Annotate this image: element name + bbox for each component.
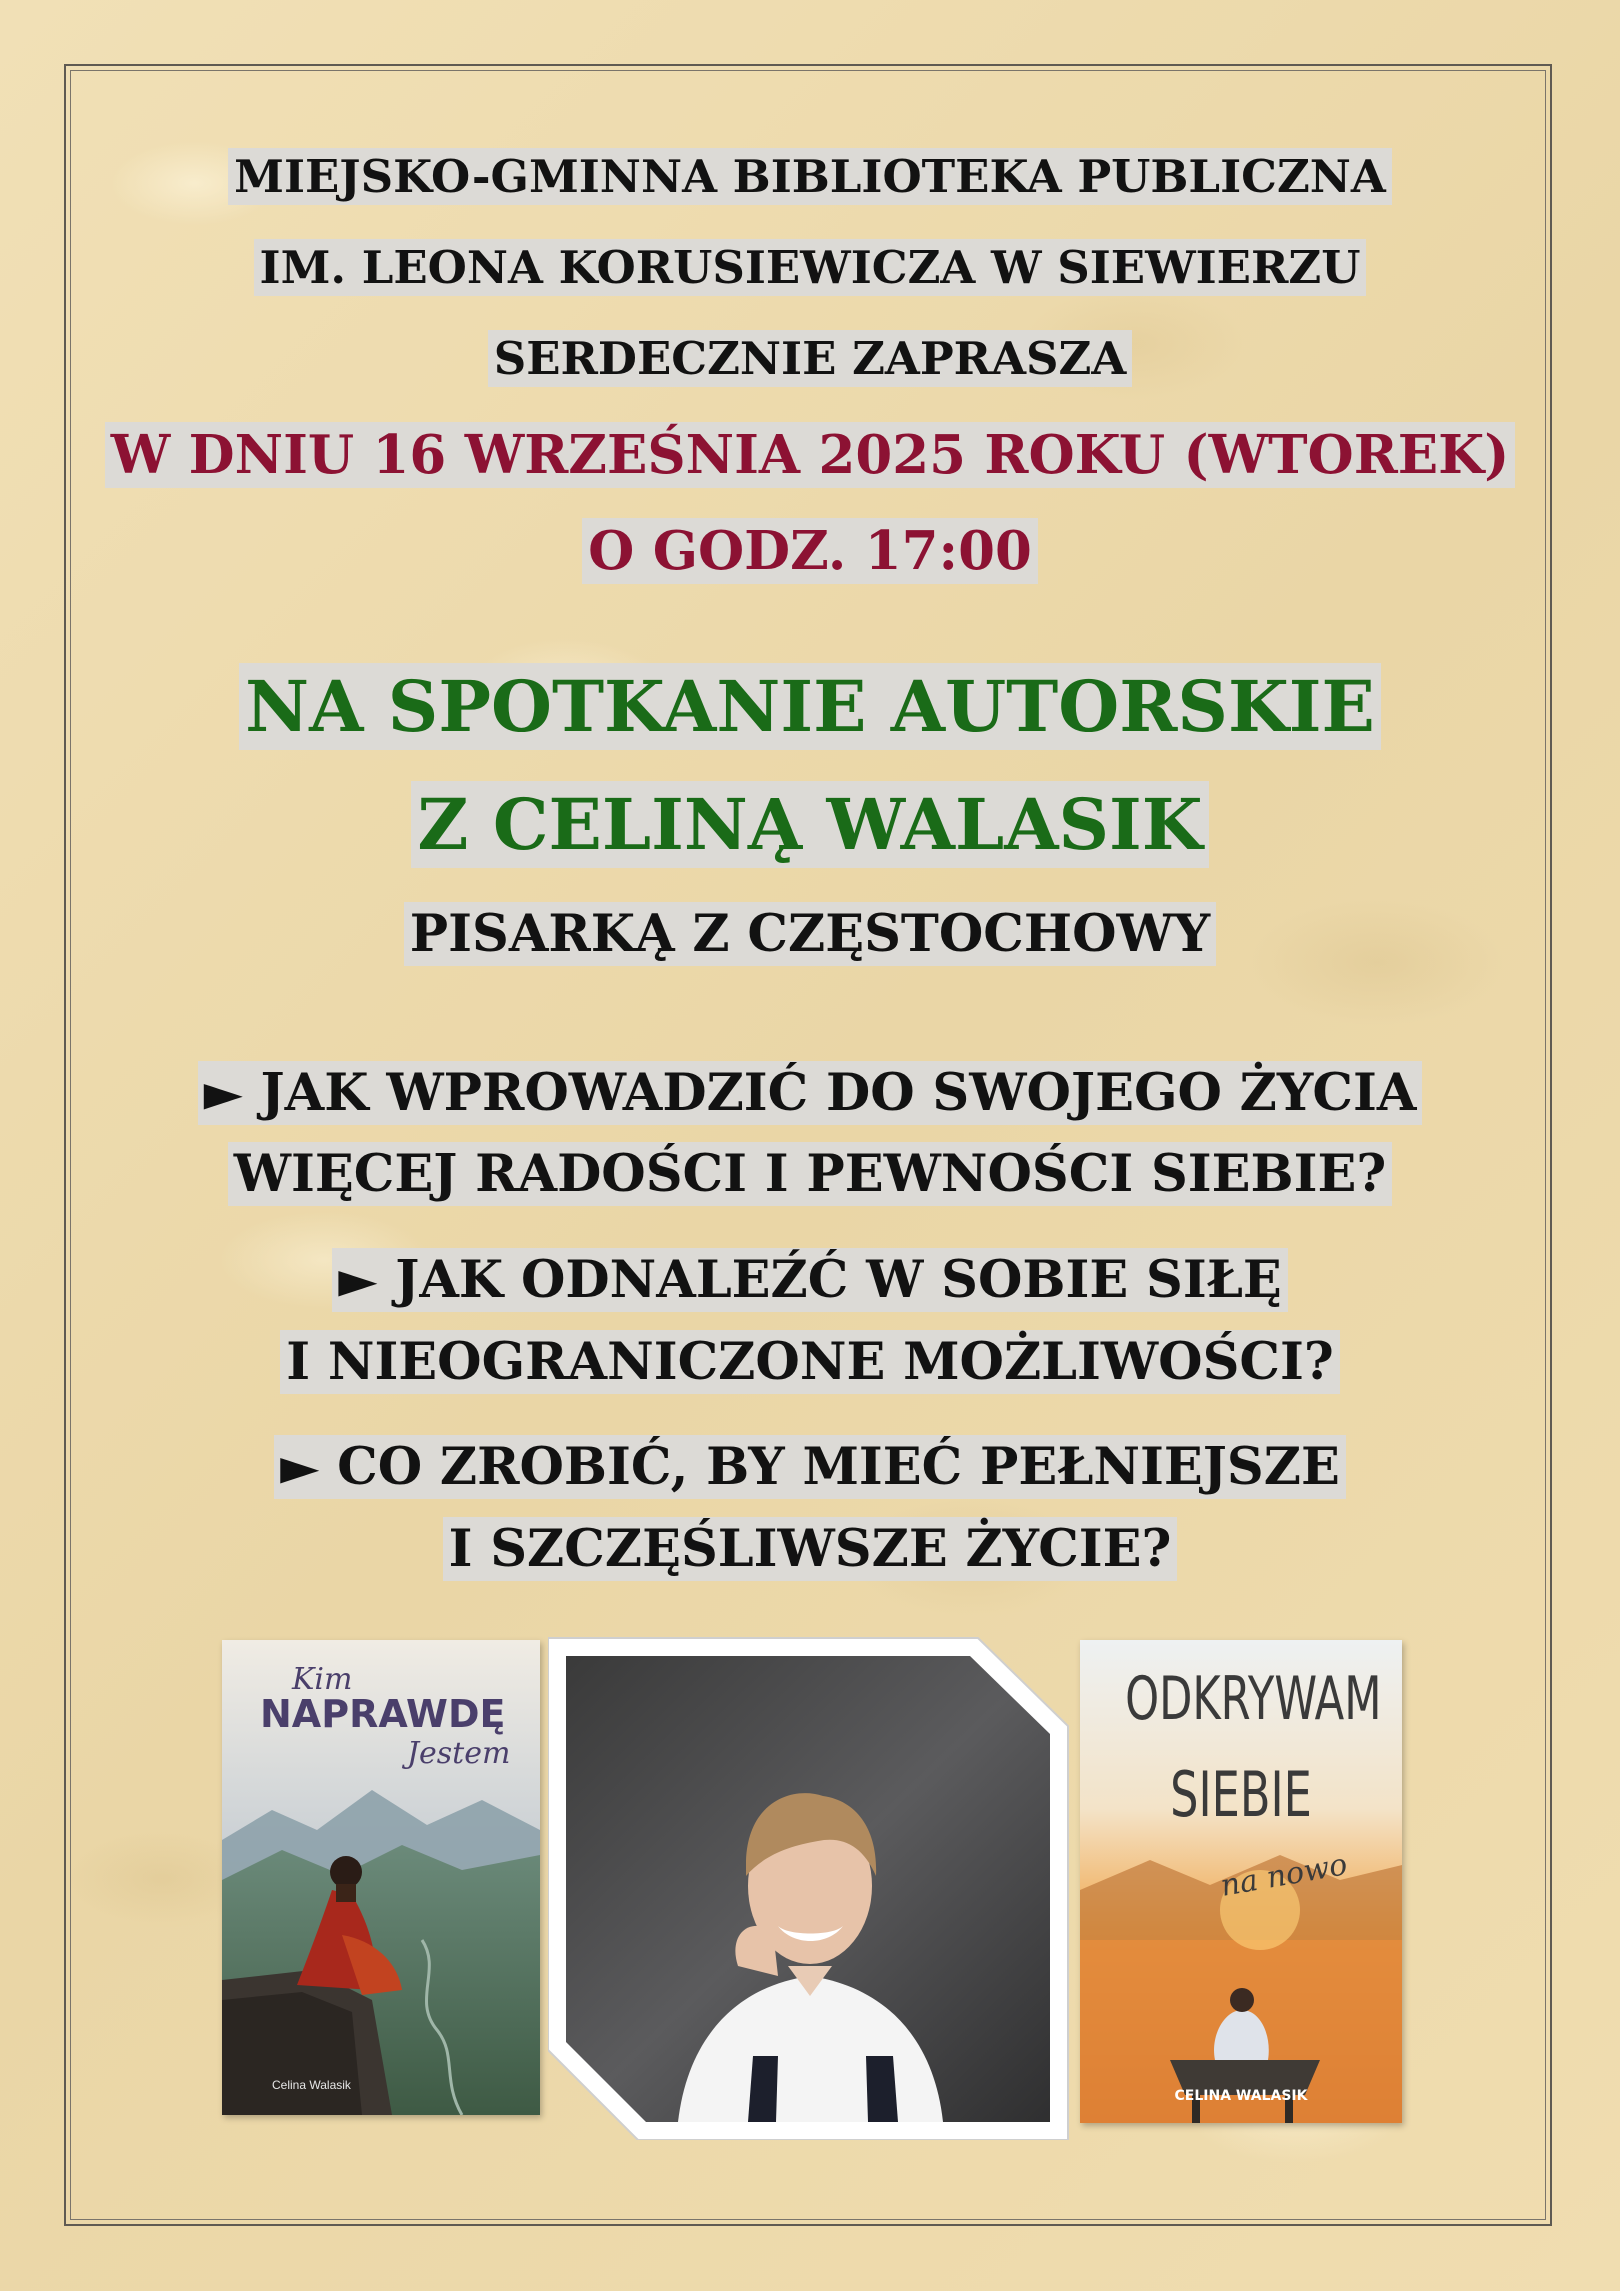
meeting-author <box>0 783 1620 866</box>
event-date-text: W DNIU 16 WRZEŚNIA 2025 ROKU (WTOREK) <box>105 422 1516 488</box>
book-cover-kim-naprawde-jestem <box>222 1640 540 2115</box>
question-3-line-1 <box>0 1437 1620 1497</box>
question-1-line-2-text: WIĘCEJ RADOŚCI I PEWNOŚCI SIEBIE? <box>228 1142 1392 1206</box>
meeting-title <box>0 665 1620 748</box>
question-1-line-1 <box>0 1063 1620 1123</box>
event-time-text: O GODZ. 17:00 <box>582 518 1038 584</box>
book-cover-odkrywam-siebie-na-nowo <box>1080 1640 1402 2123</box>
header-line-2 <box>0 241 1620 294</box>
meeting-title-text: NA SPOTKANIE AUTORSKIE <box>239 663 1381 750</box>
header-line-3 <box>0 332 1620 385</box>
event-time <box>0 520 1620 582</box>
header-line-2-text: IM. LEONA KORUSIEWICZA W SIEWIERZU <box>254 239 1367 296</box>
question-2-line-2 <box>0 1332 1620 1392</box>
book-right-title-line-1: ODKRYWAM <box>1125 1664 1382 1734</box>
question-2-line-1 <box>0 1250 1620 1310</box>
book-left-title-small: Kim <box>292 1662 353 1697</box>
event-date <box>0 424 1620 486</box>
book-left-title-main: NAPRAWDĘ <box>260 1692 506 1736</box>
author-photo <box>548 1636 1070 2140</box>
question-1-line-1-text: ► JAK WPROWADZIĆ DO SWOJEGO ŻYCIA <box>198 1061 1423 1125</box>
question-3-line-2 <box>0 1519 1620 1579</box>
book-left-title-script: Jestem <box>407 1736 511 1771</box>
question-2-line-1-text: ► JAK ODNALEŹĆ W SOBIE SIŁĘ <box>332 1248 1288 1312</box>
meeting-subtitle <box>0 904 1620 964</box>
question-1-line-2 <box>0 1144 1620 1204</box>
meeting-subtitle-text: PISARKĄ Z CZĘSTOCHOWY <box>404 902 1216 966</box>
meeting-author-text: Z CELINĄ WALASIK <box>411 781 1208 868</box>
question-3-line-1-text: ► CO ZROBIĆ, BY MIEĆ PEŁNIEJSZE <box>274 1435 1346 1499</box>
question-3-line-2-text: I SZCZĘŚLIWSZE ŻYCIE? <box>443 1517 1178 1581</box>
author-photo-art <box>548 1636 1070 2140</box>
question-2-line-2-text: I NIEOGRANICZONE MOŻLIWOŚCI? <box>280 1330 1340 1394</box>
book-right-title-script: na nowo <box>1217 1847 1350 1904</box>
header-line-1 <box>0 150 1620 203</box>
book-right-author: CELINA WALASIK <box>1174 2088 1308 2104</box>
header-line-3-text: SERDECZNIE ZAPRASZA <box>488 330 1133 387</box>
header-line-1-text: MIEJSKO-GMINNA BIBLIOTEKA PUBLICZNA <box>228 148 1392 205</box>
book-right-title-line-2: SIEBIE <box>1170 1758 1312 1831</box>
book-left-author: Celina Walasik <box>272 2078 351 2092</box>
